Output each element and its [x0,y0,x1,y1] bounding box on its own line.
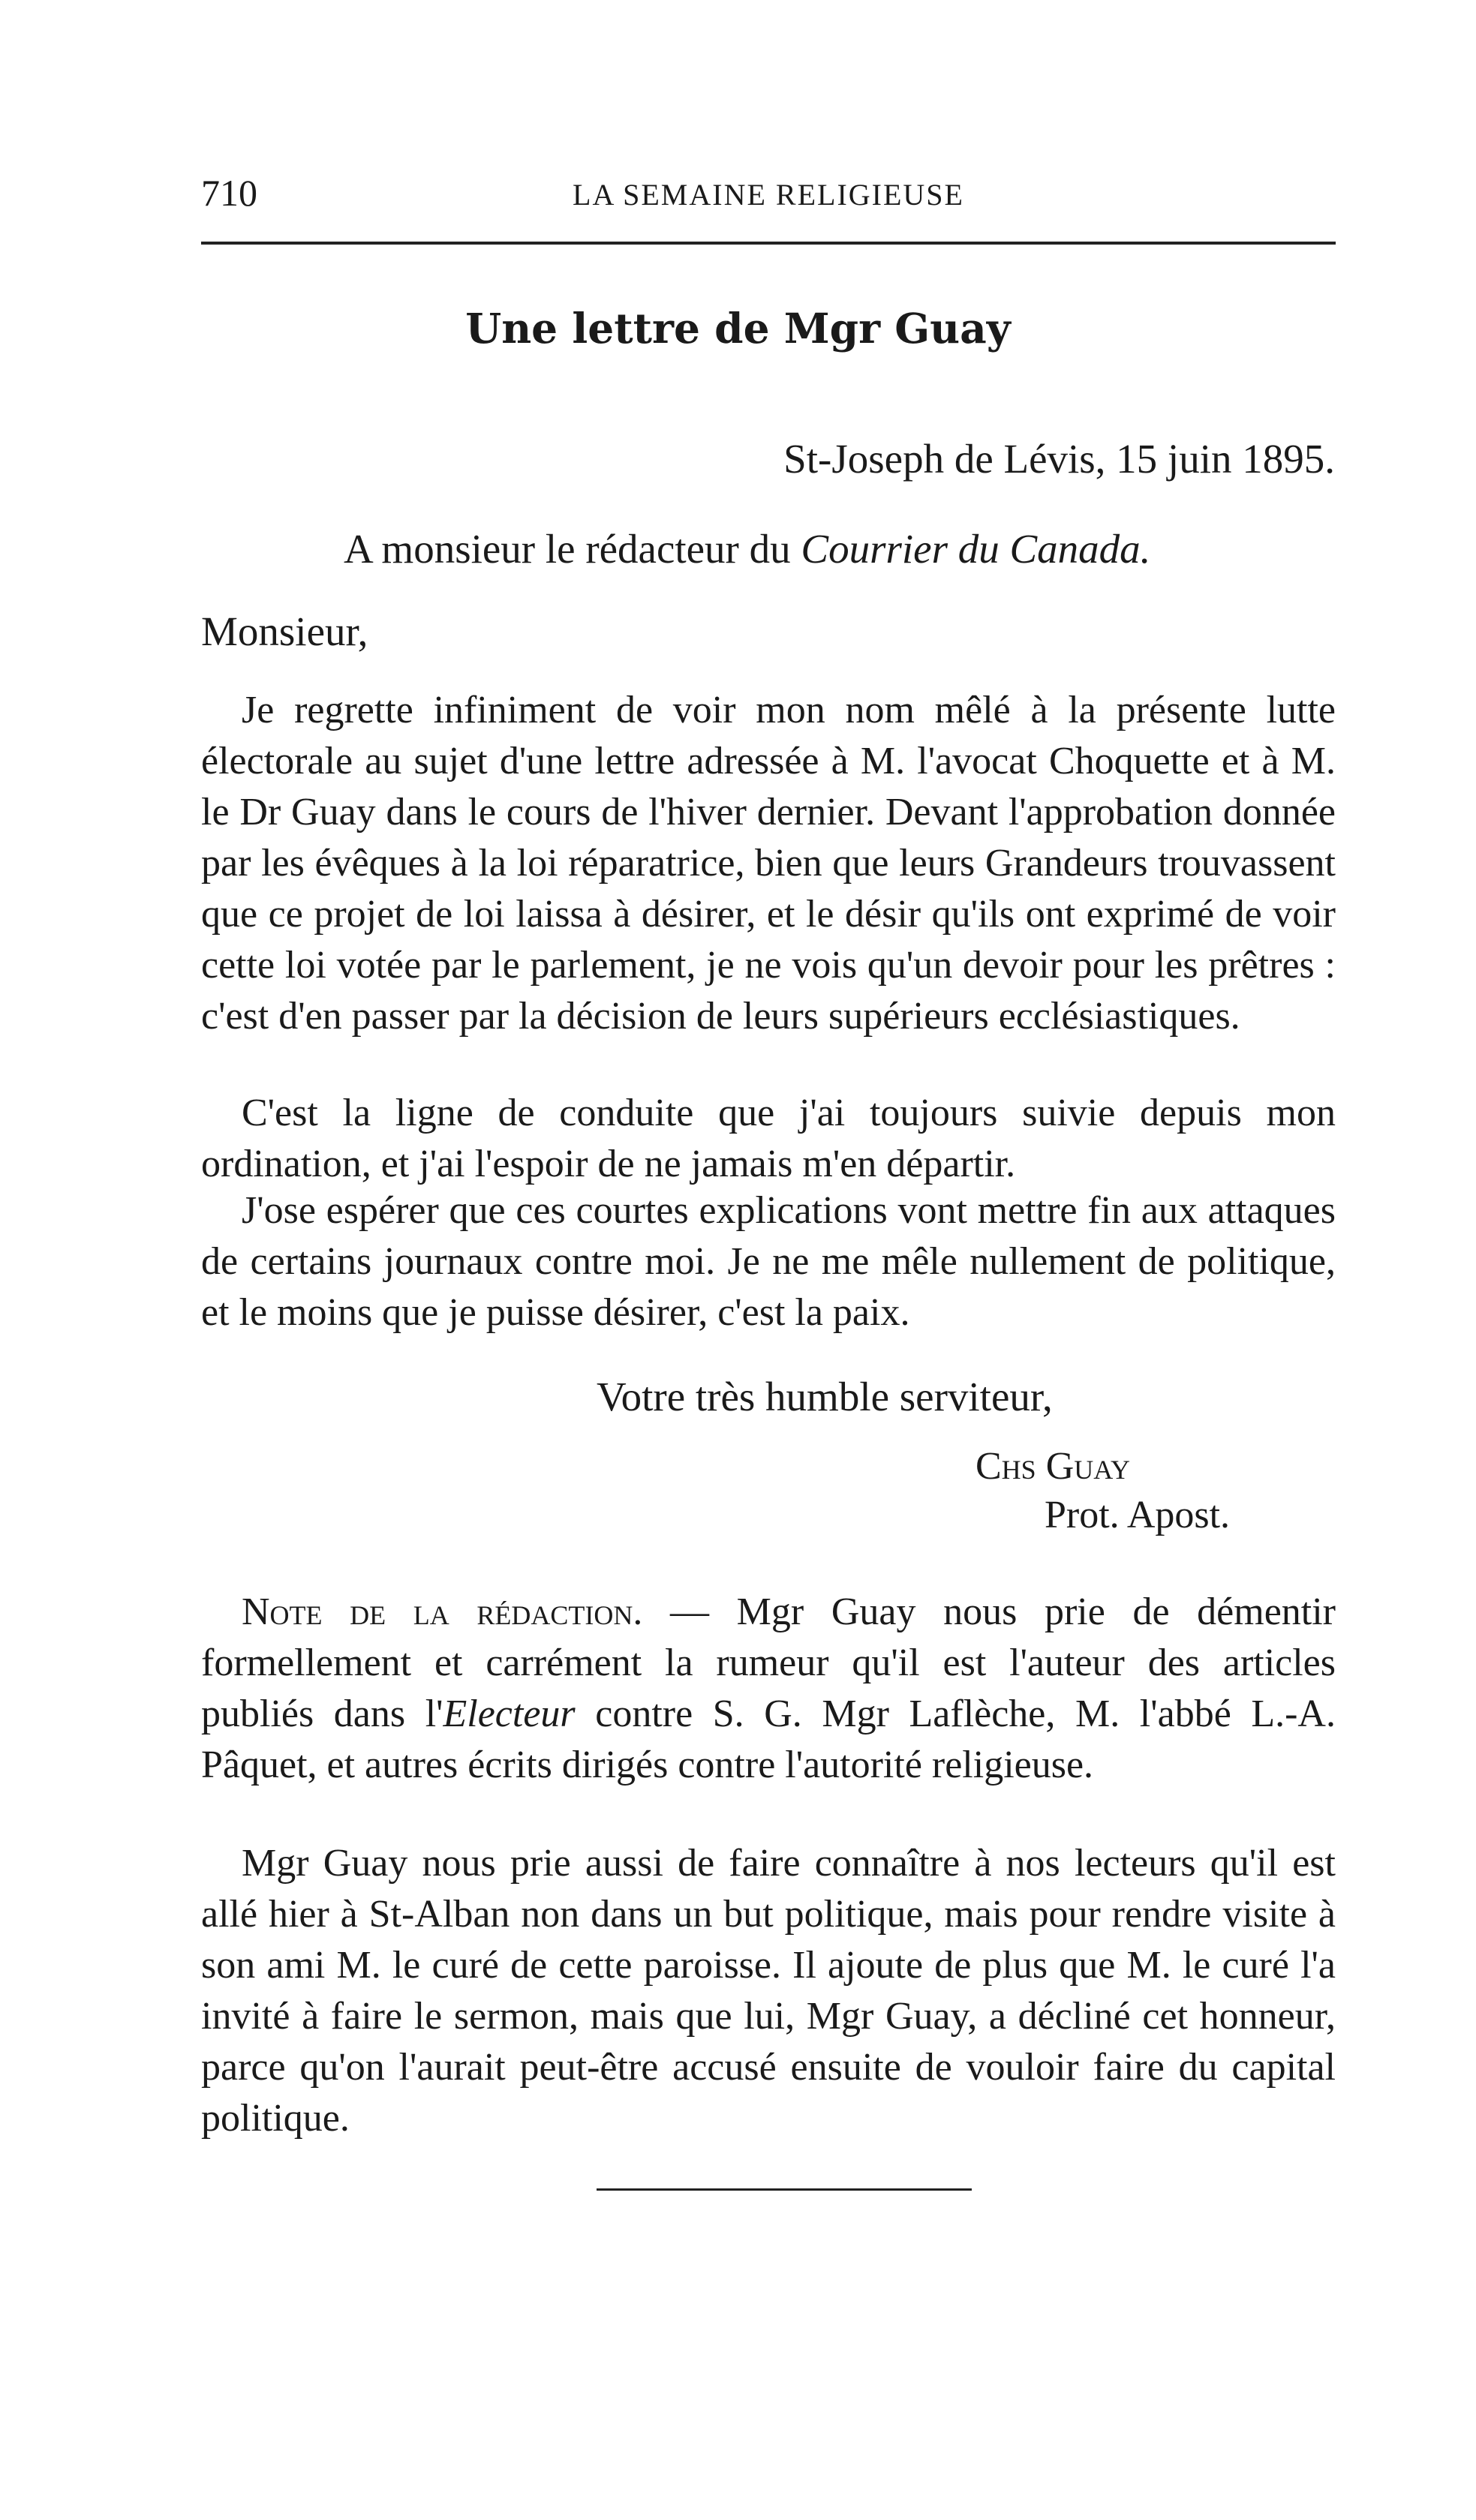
dateline: St-Joseph de Lévis, 15 juin 1895. [783,436,1335,482]
end-rule [597,2188,972,2191]
header-rule [201,242,1336,245]
article-title: Une lettre de Mgr Guay [465,304,1011,353]
signature-name: Chs Guay [975,1445,1130,1488]
editorial-note-paragraph-1 [201,1587,1336,1791]
letter-closing: Votre très humble serviteur, [597,1374,1053,1419]
editorial-note-label: Note de la rédaction. [242,1590,643,1633]
editorial-note-paragraph-2: Mgr Guay nous prie aussi de faire connaître à nos lecteurs qu'il est allé hier à St-Alban non dans un but politique, mais pour rendre visite à son ami M. le curé de cette paroisse. Il ajoute de plus que M. le curé l'a invité à faire le sermon, mais que lui, Mgr Guay, a décliné cet honneur, parce qu'on l'aurait peut-être accusé ensuite de vouloir faire du capital politique. [201,1842,1336,2140]
signature-title: Prot. Apost. [1045,1494,1231,1536]
note-text-a: — Mgr Guay nous prie de démentir formellement et carrément la rumeur qu'il est l'auteur des articles publiés dans l' [201,1590,1336,1735]
note-newspaper-name: Electeur [443,1693,576,1735]
newspaper-name: Courrier du Canada. [801,526,1151,572]
letter-paragraph-3: J'ose espérer que ces courtes explications vont mettre fin aux attaques de certains journaux contre moi. Je ne me mêle nullement de politique, et le moins que je puisse désirer, c'est la paix. [201,1189,1336,1334]
salutation: Monsieur, [201,608,368,654]
running-title: LA SEMAINE RELIGIEUSE [573,178,964,212]
page-number: 710 [201,172,257,214]
letter-paragraph-1: Je regrette infiniment de voir mon nom mêlé à la présente lutte électorale au sujet d'une lettre adressée à M. l'avocat Choquette et à M. le Dr Guay dans le cours de l'hiver dernier. Devant l'approbation donnée par les évêques à la loi réparatrice, bien que leurs Grandeurs trouvassent que ce projet de loi laissa à désirer, et le désir qu'ils ont exprimé de voir cette loi votée par le parlement, je ne vois qu'un devoir pour les prêtres : c'est d'en passer par la décision de leurs supérieurs ecclésiastiques. [201,689,1336,1038]
page-header [201,171,1336,216]
addressee-prefix: A monsieur le rédacteur du [344,526,801,572]
letter-paragraph-2: C'est la ligne de conduite que j'ai toujours suivie depuis mon ordination, et j'ai l'espoir de ne jamais m'en départir. [201,1092,1336,1185]
note-text-b: contre S. G. Mgr Laflèche, M. l'abbé L.-A. Pâquet, et autres écrits dirigés contre l'autorité religieuse. [201,1693,1336,1786]
addressee [344,525,1150,572]
